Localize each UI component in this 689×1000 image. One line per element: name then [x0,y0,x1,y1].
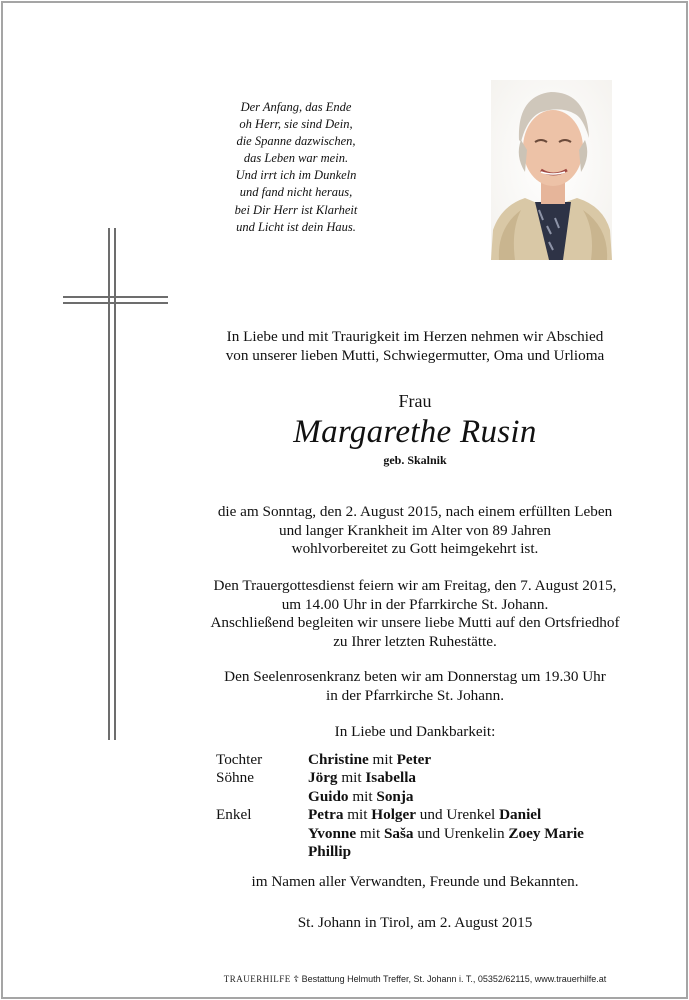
notice-line: und langer Krankheit im Alter von 89 Jahren [278,521,552,539]
poem-line: Und irrt ich im Dunkeln [235,168,357,183]
relation-label: Tochter [216,751,263,768]
cross-logo-icon: ☦ [293,974,300,984]
intro-line: In Liebe und mit Traurigkeit im Herzen nehmen wir Abschied [226,328,604,345]
family-list [216,751,584,861]
funeral-line: um 14.00 Uhr in der Pfarrkirche St. Johann. [281,595,549,613]
poem-line: das Leben war mein. [243,151,349,166]
person-name: Zoey Marie [508,824,584,842]
connector-text: mit [352,787,373,805]
family-row-sons-2 [216,788,584,806]
family-row-daughter [216,751,584,769]
poem-line: bei Dir Herr ist Klarheit [234,202,358,217]
rosary-line: Den Seelenrosenkranz beten wir am Donnerstag um 19.30 Uhr [224,668,606,685]
poem-line: und Licht ist dein Haus. [236,219,356,234]
footer [150,974,680,985]
place-date-text: St. Johann in Tirol, am 2. August 2015 [297,914,533,931]
relation-names [308,825,584,843]
funeral-info [150,577,680,651]
poem-line: Der Anfang, das Ende [240,100,352,114]
poem-line: die Spanne dazwischen, [236,134,356,149]
person-name: Sonja [376,787,414,805]
relation-label: Söhne [216,769,254,787]
rosary-line: in der Pfarrkirche St. Johann. [326,686,504,704]
gratitude-line [150,723,680,742]
notice-line: wohlvorbereitet zu Gott heimgekehrt ist. [291,540,539,558]
person-name: Phillip [308,842,352,860]
family-row-sons [216,769,584,787]
person-name: Petra [308,806,344,824]
person-name: Saša [383,824,414,842]
funeral-line: Den Trauergottesdienst feiern wir am Freitag, den 7. August 2015, [213,577,617,594]
portrait-illustration [491,80,612,260]
poem-line: oh Herr, sie sind Dein, [239,117,353,132]
person-name: Yvonne [308,824,357,842]
maiden-name: geb. Skalnik [383,453,447,467]
poem [196,99,396,236]
family-row-grandchildren-3 [216,843,584,861]
relation-names [308,806,541,824]
family-row-grandchildren [216,806,584,824]
connector-text: und Urenkel [419,806,496,824]
relation-names [308,769,416,787]
person-name: Peter [396,751,432,768]
family-row-grandchildren-2 [216,825,584,843]
deceased-name: Margarethe Rusin [293,414,537,450]
relation-names [308,788,414,806]
funeral-line: zu Ihrer letzten Ruhestätte. [333,632,497,650]
connector-text: mit [372,751,393,768]
person-name: Christine [308,751,369,768]
cross-horizontal-bar [63,296,168,304]
person-name: Daniel [499,806,542,824]
person-name: Holger [371,806,416,824]
person-name: Isabella [365,769,417,787]
relation-names [308,751,431,769]
portrait-photo [491,80,612,260]
funeral-line: Anschließend begleiten wir unsere liebe Mutti auf den Ortsfriedhof [210,614,620,632]
death-notice [150,503,680,559]
poem-line: und fand nicht heraus, [239,185,353,200]
closing-text: im Namen aller Verwandten, Freunde und Bekannten. [251,873,579,890]
closing-line [150,873,680,892]
cross-vertical-bar [108,228,117,740]
connector-text: mit [341,769,362,787]
connector-text: mit [347,806,368,824]
rosary-info [150,668,680,705]
intro-text [150,328,680,365]
connector-text: mit [359,824,381,842]
salutation: Frau [398,391,432,411]
gratitude-text: In Liebe und Dankbarkeit: [334,723,496,740]
notice-line: die am Sonntag, den 2. August 2015, nach einem erfüllten Leben [217,503,613,520]
relation-names [308,843,351,861]
footer-brand: TRAUERHILFE [223,974,291,984]
relation-label: Enkel [216,806,252,824]
place-date [150,914,680,933]
connector-text: und Urenkelin [417,824,505,842]
intro-line: von unserer lieben Mutti, Schwiegermutter, Oma und Urlioma [225,346,605,364]
footer-text: Bestattung Helmuth Treffer, St. Johann i. T., 05352/62115, www.trauerhilfe.at [301,974,607,984]
person-name: Jörg [308,769,338,787]
person-name: Guido [308,787,349,805]
